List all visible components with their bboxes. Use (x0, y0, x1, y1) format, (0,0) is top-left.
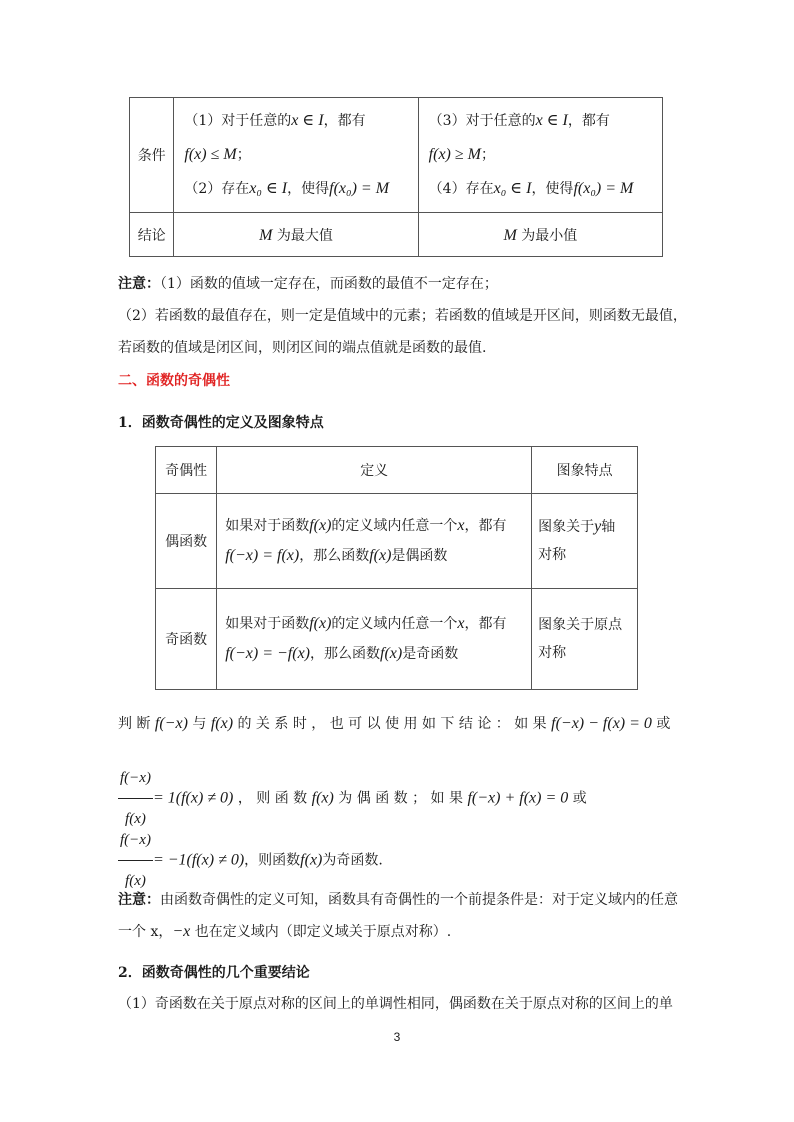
odd-graph: 图象关于原点 对称 (532, 589, 638, 690)
ratio-fraction-even: $\frac{f(-x)}{f(x)}$ (118, 758, 153, 839)
header-parity: 奇偶性 (156, 447, 217, 494)
judge-line2: $\frac{f(-x)}{f(x)}$ = 1(f(x) ≠ 0) ， 则 函 数 f(x) 为 偶 函 数 ； 如 果 f(−x) + f(x) = 0 或 (118, 758, 676, 839)
ratio-fraction-odd: $\frac{f(-x)}{f(x)}$ (118, 820, 153, 901)
extremum-table (129, 97, 663, 257)
note1-line3: 若函数的值域是闭区间，则闭区间的端点值就是函数的最值. (118, 340, 487, 356)
even-label: 偶函数 (156, 494, 217, 589)
note2-line2: 一个 x，−x 也在定义域内（即定义域关于原点对称）. (118, 923, 452, 940)
max-condition-cell: （1）对于任意的x ∈ I，都有 f(x) ≤ M； （2）存在x₀ ∈ I，使得f(x₀) = M (174, 98, 418, 213)
note1-line2: （2）若函数的最值存在，则一定是值域中的元素；若函数的值域是开区间，则函数无最值， (118, 308, 687, 324)
judge-line3: $\frac{f(-x)}{f(x)}$ = −1(f(x) ≠ 0)，则函数f(x)为奇函数. (118, 820, 676, 901)
note1-line1: 注意：（1）函数的值域一定存在，而函数的最值不一定存在； (118, 276, 498, 292)
parity-table (155, 446, 638, 690)
odd-label: 奇函数 (156, 589, 217, 690)
even-graph: 图象关于y轴 对称 (532, 494, 638, 589)
condition-label: 条件 (130, 98, 174, 213)
page-number: 3 (393, 1030, 401, 1044)
subsection-title-conclusions: 2．函数奇偶性的几个重要结论 (118, 965, 310, 981)
max-conclusion-cell: M 为最大值 (174, 213, 418, 257)
even-definition: 如果对于函数f(x)的定义域内任意一个x，都有 f(−x) = f(x)，那么函数f(x)是偶函数 (217, 494, 532, 589)
subsection-title-definition: 1．函数奇偶性的定义及图象特点 (118, 415, 324, 431)
conclusion-label: 结论 (130, 213, 174, 257)
header-definition: 定义 (217, 447, 532, 494)
header-graph: 图象特点 (532, 447, 638, 494)
conclusion-line1: （1）奇函数在关于原点对称的区间上的单调性相同，偶函数在关于原点对称的区间上的单 (118, 996, 673, 1012)
section-title-parity: 二、函数的奇偶性 (118, 373, 230, 389)
note2-line1: 注意：由函数奇偶性的定义可知，函数具有奇偶性的一个前提条件是：对于定义域内的任意 (118, 892, 678, 908)
judge-line1: 判 断 f(−x) 与 f(x) 的 关 系 时 ， 也 可 以 使 用 如 下 结 论 ： 如 果 f(−x) − f(x) = 0 或 (118, 715, 671, 732)
min-condition-cell: （3）对于任意的x ∈ I，都有 f(x) ≥ M； （4）存在x₀ ∈ I，使得f(x₀) = M (418, 98, 662, 213)
odd-definition: 如果对于函数f(x)的定义域内任意一个x，都有 f(−x) = −f(x)，那么函数f(x)是奇函数 (217, 589, 532, 690)
min-conclusion-cell: M 为最小值 (418, 213, 662, 257)
